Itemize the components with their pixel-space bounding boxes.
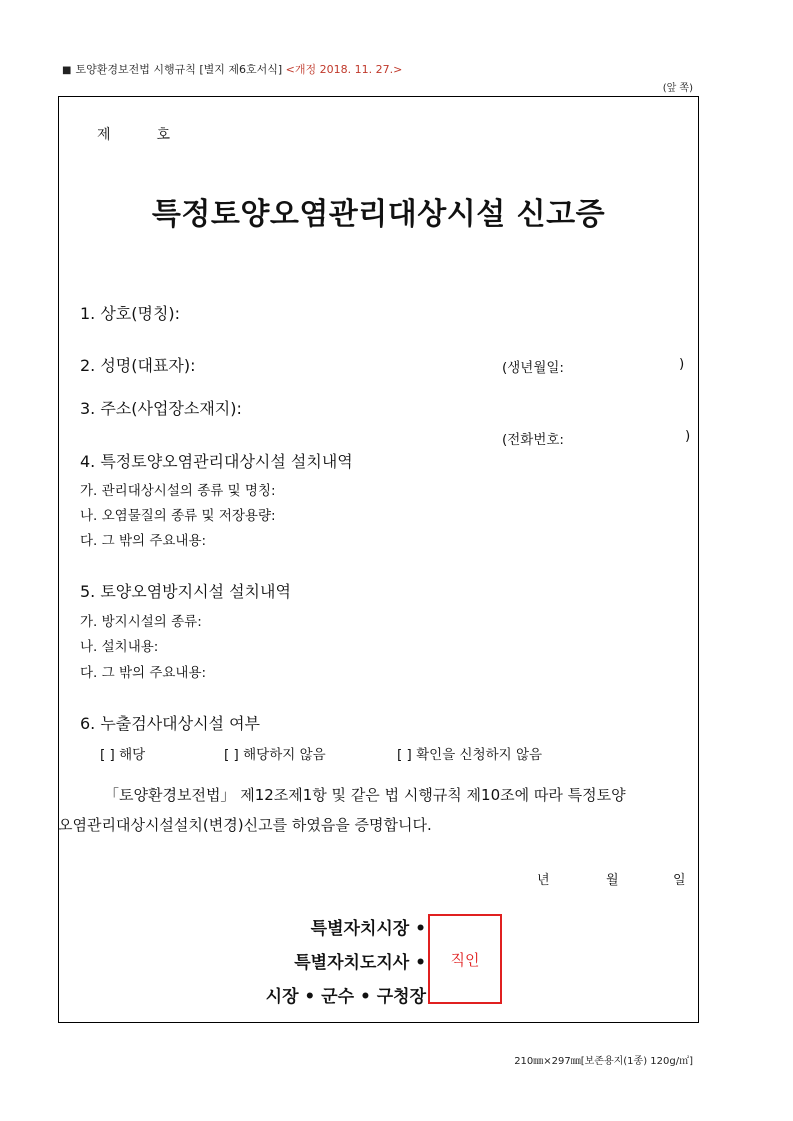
birthdate-label: (생년월일: bbox=[502, 360, 564, 376]
birthdate-close: ) bbox=[679, 356, 685, 372]
paper-spec-footer: 210㎜×297㎜[보존용지(1종) 120g/㎡] bbox=[514, 1056, 693, 1067]
square-bullet-icon: ■ bbox=[62, 65, 72, 76]
subitem-prevention-type: 가. 방지시설의 종류: bbox=[80, 614, 202, 630]
form-frame bbox=[58, 96, 699, 1023]
seal-label: 직인 bbox=[450, 950, 480, 969]
phone-label: (전화번호: bbox=[502, 432, 564, 448]
certification-line-1: 「토양환경보전법」 제12조제1항 및 같은 법 시행규칙 제10조에 따라 특정토양 bbox=[104, 786, 626, 804]
document-number-label bbox=[97, 124, 170, 144]
signatory-line-1: 특별자치시장 • bbox=[310, 919, 426, 939]
phone-close: ) bbox=[685, 428, 691, 444]
official-seal-box bbox=[428, 914, 502, 1004]
number-suffix: 호 bbox=[156, 127, 171, 143]
form-reference: 토양환경보전법 시행규칙 [별지 제6호서식] bbox=[75, 63, 283, 76]
item-representative: 2. 성명(대표자): bbox=[80, 356, 196, 375]
item-address: 3. 주소(사업장소재지): bbox=[80, 399, 242, 418]
subitem-pollutant-capacity: 나. 오염물질의 종류 및 저장용량: bbox=[80, 508, 276, 524]
date-day: 일 bbox=[673, 873, 686, 888]
checkbox-applicable[interactable]: [ ] 해당 bbox=[100, 747, 146, 763]
certification-line-2: 오염관리대상시설설치(변경)신고를 하였음을 증명합니다. bbox=[58, 816, 432, 834]
document-title: 특정토양오염관리대상시설 신고증 bbox=[151, 197, 606, 232]
page-side-label: (앞 쪽) bbox=[662, 83, 693, 94]
revision-note: <개정 2018. 11. 27.> bbox=[285, 63, 403, 76]
checkbox-no-confirmation[interactable]: [ ] 확인을 신청하지 않음 bbox=[397, 747, 543, 763]
item-prevention-facility: 5. 토양오염방지시설 설치내역 bbox=[80, 582, 291, 601]
signatory-line-3: 시장 • 군수 • 구청장 bbox=[265, 987, 426, 1007]
item-business-name: 1. 상호(명칭): bbox=[80, 304, 181, 323]
subitem-other-details-5: 다. 그 밖의 주요내용: bbox=[80, 665, 207, 681]
item-leak-inspection: 6. 누출검사대상시설 여부 bbox=[80, 714, 260, 733]
subitem-installation: 나. 설치내용: bbox=[80, 639, 159, 655]
date-year: 년 bbox=[537, 873, 550, 888]
signatory-line-2: 특별자치도지사 • bbox=[294, 953, 426, 973]
checkbox-not-applicable[interactable]: [ ] 해당하지 않음 bbox=[224, 747, 326, 763]
subitem-facility-type: 가. 관리대상시설의 종류 및 명칭: bbox=[80, 483, 276, 499]
item-facility-details: 4. 특정토양오염관리대상시설 설치내역 bbox=[80, 452, 353, 471]
date-month: 월 bbox=[606, 873, 619, 888]
number-prefix: 제 bbox=[97, 127, 111, 143]
form-header bbox=[62, 61, 402, 77]
subitem-other-details-4: 다. 그 밖의 주요내용: bbox=[80, 533, 207, 549]
